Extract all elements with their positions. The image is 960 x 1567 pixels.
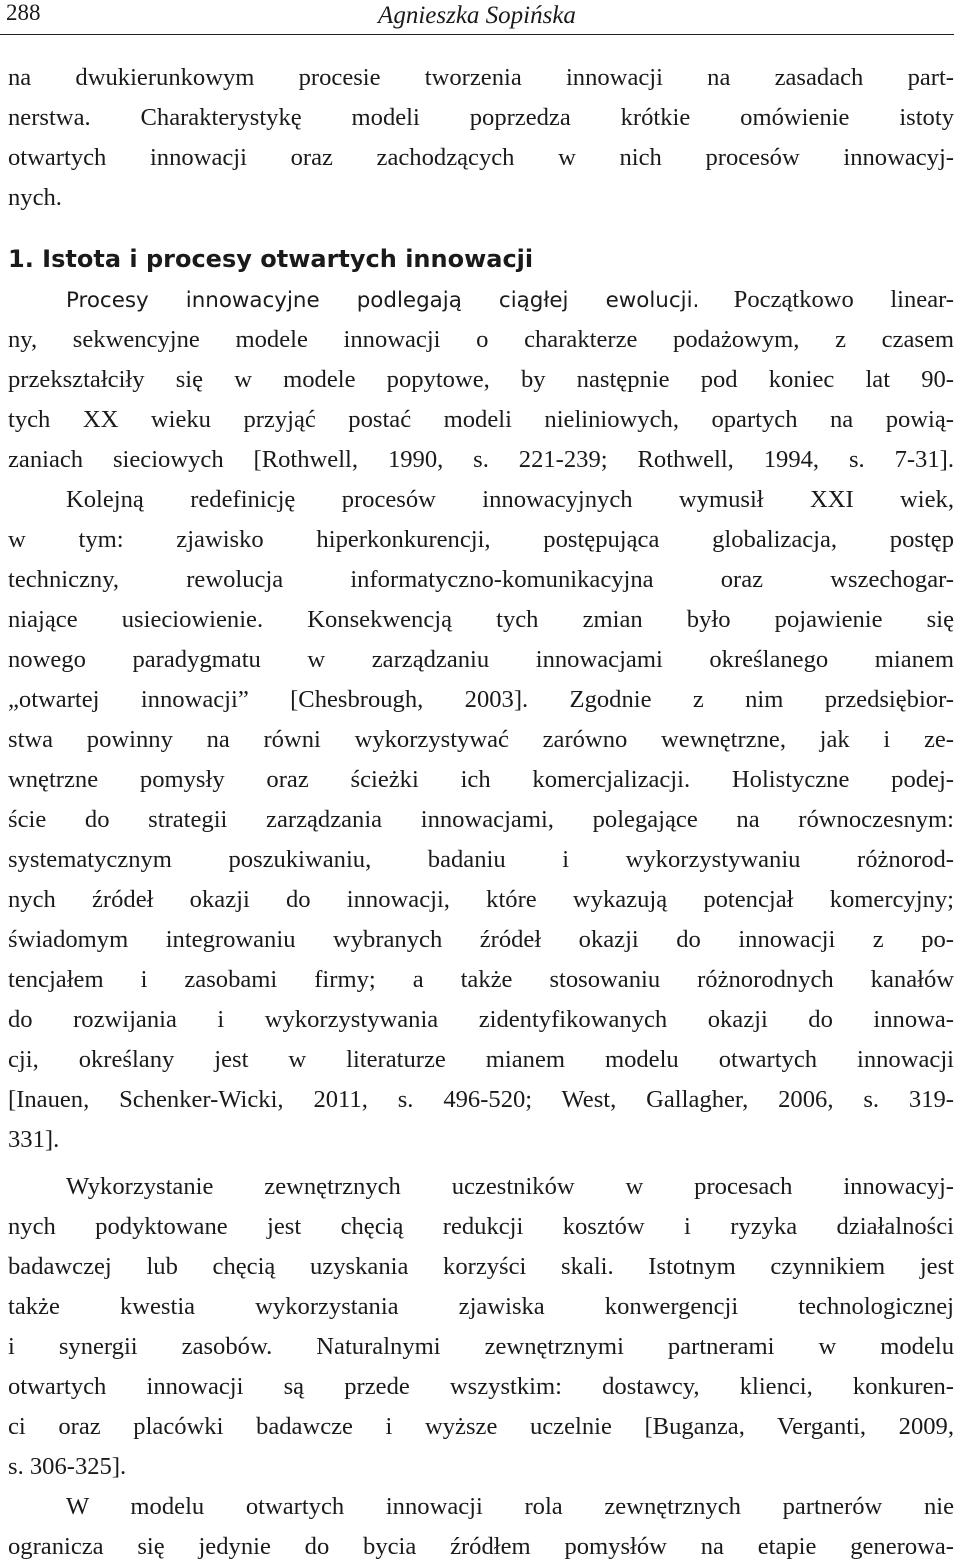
text-line: s. 306-325]. — [8, 1453, 127, 1480]
text-line: także kwestia wykorzystania zjawiska konwergencji technologicznej — [8, 1293, 954, 1320]
text-line: i synergii zasobów. Naturalnymi zewnętrznymi partnerami w modelu — [8, 1333, 954, 1360]
text-line: nych. — [8, 184, 62, 211]
page-header — [0, 0, 954, 35]
text-line: nych podyktowane jest chęcią redukcji kosztów i ryzyka działalności — [8, 1213, 954, 1240]
text-line: otwartych innowacji są przede wszystkim: dostawcy, klienci, konkuren- — [8, 1373, 954, 1400]
text-line: W modelu otwartych innowacji rola zewnętrznych partnerów nie — [66, 1493, 954, 1520]
text-line: „otwartej innowacji” [Chesbrough, 2003]. Zgodnie z nim przedsiębior- — [8, 686, 954, 713]
text-line: ny, sekwencyjne modele innowacji o charakterze podażowym, z czasem — [8, 326, 954, 353]
text-line: Wykorzystanie zewnętrznych uczestników w procesach innowacyj- — [66, 1173, 954, 1200]
text-line: 331]. — [8, 1126, 60, 1153]
text-line: cji, określany jest w literaturze mianem modelu otwartych innowacji — [8, 1046, 954, 1073]
text-line: do rozwijania i wykorzystywania zidentyfikowanych okazji do innowa- — [8, 1006, 954, 1033]
text-line: niające usieciowienie. Konsekwencją tych zmian było pojawienie się — [8, 606, 954, 633]
text-run-serif: Początkowo linear- — [733, 286, 954, 313]
text-line: tych XX wieku przyjąć postać modeli nieliniowych, opartych na powią- — [8, 406, 954, 433]
text-line: Kolejną redefinicję procesów innowacyjnych wymusił XXI wiek, — [66, 486, 954, 513]
text-line: nowego paradygmatu w zarządzaniu innowacjami określanego mianem — [8, 646, 954, 673]
text-line: ci oraz placówki badawcze i wyższe uczelnie [Buganza, Verganti, 2009, — [8, 1413, 954, 1440]
paragraph-1-line-1 — [8, 280, 954, 320]
text-line: otwartych innowacji oraz zachodzących w nich procesów innowacyj- — [8, 144, 954, 171]
text-line: nych źródeł okazji do innowacji, które wykazują potencjał komercyjny; — [8, 886, 954, 913]
text-line: zaniach sieciowych [Rothwell, 1990, s. 221-239; Rothwell, 1994, s. 7-31]. — [8, 446, 954, 473]
body-flow — [8, 58, 954, 1567]
text-line: ście do strategii zarządzania innowacjami, polegające na równoczesnym: — [8, 806, 954, 833]
text-line: badawczej lub chęcią uzyskania korzyści skali. Istotnym czynnikiem jest — [8, 1253, 954, 1280]
text-line: na dwukierunkowym procesie tworzenia innowacji na zasadach part- — [8, 64, 954, 91]
text-line: w tym: zjawisko hiperkonkurencji, postępująca globalizacja, postęp — [8, 526, 954, 553]
text-line: ogranicza się jedynie do bycia źródłem pomysłów na etapie generowa- — [8, 1533, 954, 1560]
text-line: nerstwa. Charakterystykę modeli poprzedza krótkie omówienie istoty — [8, 104, 954, 131]
text-line: systematycznym poszukiwaniu, badaniu i wykorzystywaniu różnorod- — [8, 846, 954, 873]
text-line: techniczny, rewolucja informatyczno-komunikacyjna oraz wszechogar- — [8, 566, 954, 593]
text-line: stwa powinny na równi wykorzystywać zarówno wewnętrzne, jak i ze- — [8, 726, 954, 753]
running-head-author: Agnieszka Sopińska — [378, 2, 576, 29]
section-heading: 1. Istota i procesy otwartych innowacji — [8, 245, 534, 273]
text-line: przekształciły się w modele popytowe, by następnie pod koniec lat 90- — [8, 366, 954, 393]
text-line: [Inauen, Schenker-Wicki, 2011, s. 496-520; West, Gallagher, 2006, s. 319- — [8, 1086, 954, 1113]
text-line: tencjałem i zasobami firmy; a także stosowaniu różnorodnych kanałów — [8, 966, 954, 993]
text-run-sans: Procesy innowacyjne podlegają ciągłej ewolucji. — [66, 288, 700, 313]
text-line: świadomym integrowaniu wybranych źródeł okazji do innowacji z po- — [8, 926, 954, 953]
text-line: wnętrzne pomysły oraz ścieżki ich komercjalizacji. Holistyczne podej- — [8, 766, 954, 793]
page-number: 288 — [6, 0, 41, 25]
